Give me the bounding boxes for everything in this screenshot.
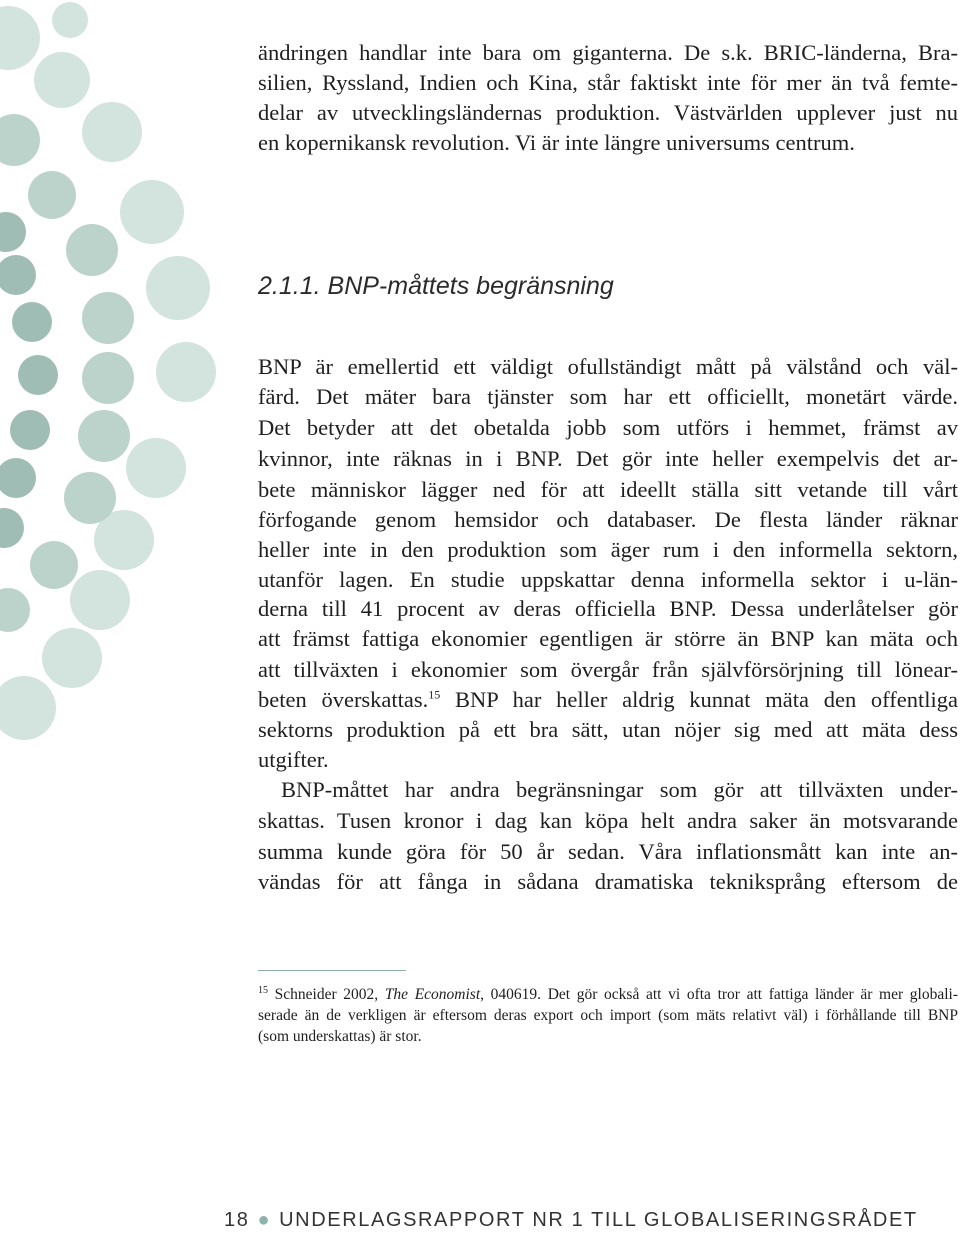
page-number: 18 <box>224 1209 250 1231</box>
decorative-dot <box>78 410 130 462</box>
decorative-dot <box>0 255 36 295</box>
decorative-dot <box>0 676 56 740</box>
footnote-line: (som underskattas) är stor. <box>258 1028 422 1045</box>
body-line: sektorns produktion på ett bra sätt, utan nöjer sig med att mäta dess <box>258 717 958 742</box>
decorative-dot <box>0 114 40 166</box>
intro-line: en kopernikansk revolution. Vi är inte längre universums centrum. <box>258 130 855 155</box>
report-title: UNDERLAGSRAPPORT NR 1 TILL GLOBALISERINGSRÅDET <box>279 1209 918 1231</box>
decorative-dot <box>0 458 36 498</box>
body-line: derna till 41 procent av deras officiella BNP. Dessa underlåtelser gör <box>258 596 958 621</box>
decorative-dot-pattern <box>0 0 240 760</box>
decorative-dot <box>82 292 134 344</box>
body-line: kvinnor, inte räknas in i BNP. Det gör inte heller exempelvis det ar- <box>258 446 958 471</box>
body-line: utanför lagen. En studie uppskattar denna informella sektor i u-län- <box>258 567 958 592</box>
decorative-dot <box>126 438 186 498</box>
body-line: skattas. Tusen kronor i dag kan köpa helt andra saker än motsvarande <box>258 808 958 833</box>
decorative-dot <box>146 256 210 320</box>
section-number: 2.1.1. <box>258 272 321 300</box>
footnote-reference: 15 <box>428 687 441 702</box>
body-line: summa kunde göra för 50 år sedan. Våra inflationsmått kan inte an- <box>258 839 958 864</box>
intro-line: silien, Ryssland, Indien och Kina, står faktiskt inte för mer än två femte- <box>258 70 958 95</box>
footnote-line: serade än de verkligen är eftersom deras export och import (som mäts relativt väl) i förhållande till BNP <box>258 1007 958 1024</box>
decorative-dot <box>120 180 184 244</box>
decorative-dot <box>66 224 118 276</box>
intro-line: delar av utvecklingsländernas produktion. Västvärlden upplever just nu <box>258 100 958 125</box>
body-line: BNP är emellertid ett väldigt ofullständigt mått på välstånd och väl- <box>258 354 958 379</box>
section-title: BNP-måttets begränsning <box>327 272 614 300</box>
body-line: BNP-måttet har andra begränsningar som gör att tillväxten under- <box>281 777 958 802</box>
footnote-divider <box>258 970 406 971</box>
bullet-icon: ● <box>257 1209 272 1231</box>
decorative-dot <box>70 570 130 630</box>
decorative-dot <box>18 355 58 395</box>
decorative-dot <box>30 541 78 589</box>
decorative-dot <box>0 212 26 252</box>
body-line: vändas för att fånga in sådana dramatiska tekniksprång eftersom de <box>258 869 958 894</box>
decorative-dot <box>52 2 88 38</box>
decorative-dot <box>156 342 216 402</box>
body-line: färd. Det mäter bara tjänster som har ett officiellt, monetärt värde. <box>258 384 958 409</box>
body-line: förfogande genom hemsidor och databaser. De flesta länder räknar <box>258 507 958 532</box>
footnote-line: $^{15}$ Schneider 2002, The Economist, 040619. Det gör också att vi ofta tror att fattiga länder är mer globali- <box>258 984 959 1003</box>
decorative-dot <box>0 508 24 548</box>
decorative-dot <box>82 102 142 162</box>
body-line: heller inte in den produktion som äger rum i den informella sektorn, <box>258 537 958 562</box>
decorative-dot <box>42 628 102 688</box>
decorative-dot <box>12 302 52 342</box>
body-line: bete människor lägger ned för att ideellt ställa sitt vetande till vårt <box>258 477 958 502</box>
footnote-number: 15 <box>258 984 268 996</box>
decorative-dot <box>28 171 76 219</box>
body-line: att tillväxten i ekonomier som övergår från självförsörjning till lönear- <box>258 657 958 682</box>
page-footer <box>224 1207 918 1233</box>
footnote-source: The Economist <box>384 986 481 1003</box>
decorative-dot <box>10 410 50 450</box>
decorative-dot <box>34 52 90 108</box>
decorative-dot <box>82 352 134 404</box>
decorative-dot <box>0 588 30 632</box>
section-heading <box>258 270 614 302</box>
intro-line: ändringen handlar inte bara om giganterna. De s.k. BRIC-länderna, Bra- <box>258 40 958 65</box>
body-line: Det betyder att det obetalda jobb som utförs i hemmet, främst av <box>258 415 958 440</box>
decorative-dot <box>0 6 40 70</box>
body-line-with-footnote-ref: beten överskattas.$^{15}$ BNP har heller aldrig kunnat mäta den offentliga <box>258 687 958 712</box>
body-line: utgifter. <box>258 747 329 772</box>
body-line: att främst fattiga ekonomier egentligen är större än BNP kan mäta och <box>258 626 958 651</box>
decorative-dot <box>64 472 116 524</box>
